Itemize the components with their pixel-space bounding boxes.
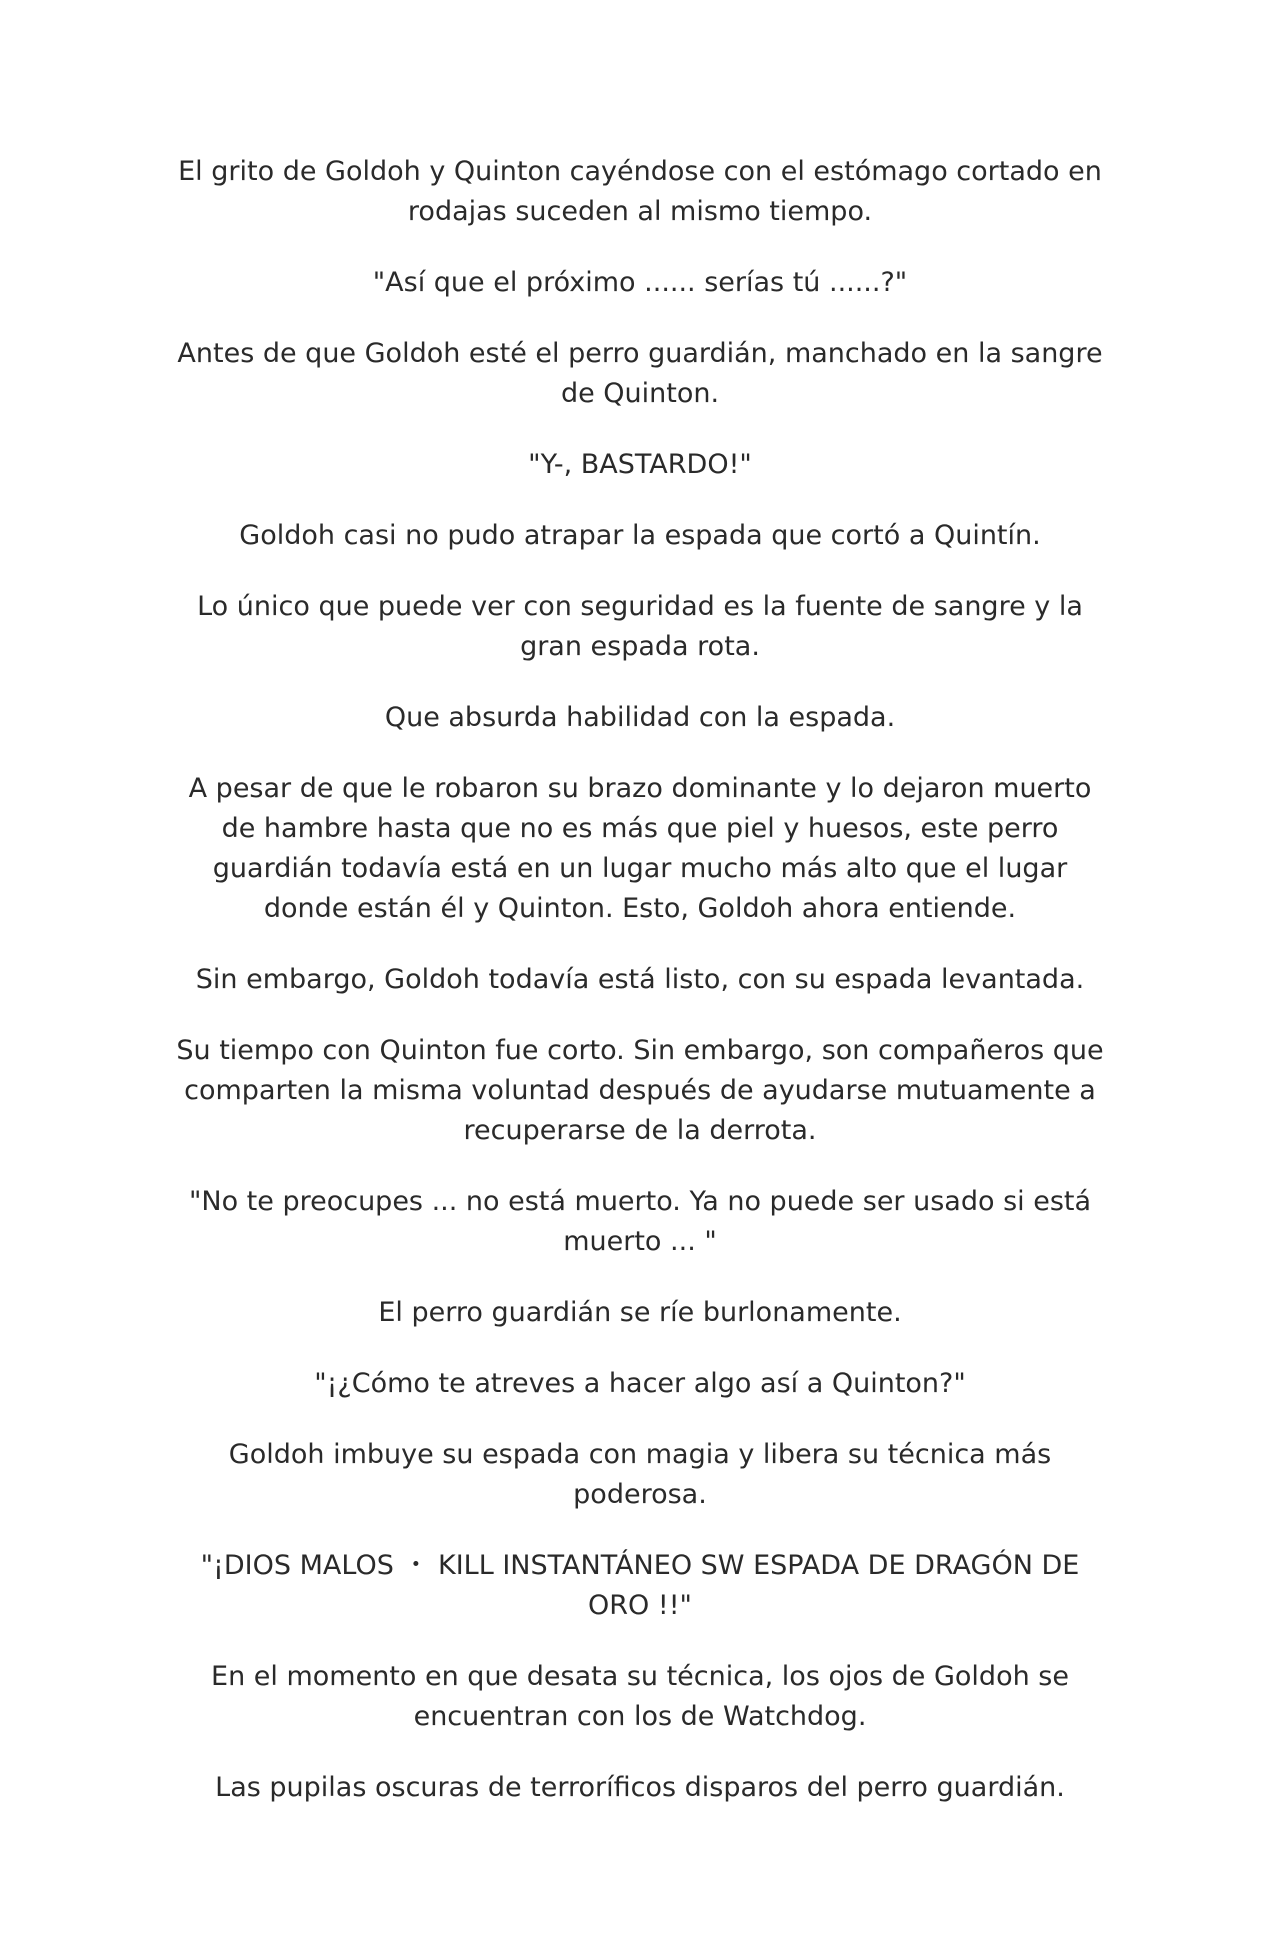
paragraph: Sin embargo, Goldoh todavía está listo, con su espada levantada. <box>195 964 1085 995</box>
paragraph: "Así que el próximo ...... serías tú ......?" <box>372 267 908 298</box>
paragraph: Las pupilas oscuras de terroríficos disparos del perro guardián. <box>215 1772 1065 1803</box>
paragraph: Lo único que puede ver con seguridad es la fuente de sangre y la gran espada rota. <box>197 591 1083 662</box>
paragraph: Su tiempo con Quinton fue corto. Sin embargo, son compañeros que comparten la misma voluntad después de ayudarse mutuamente a recuperarse de la derrota. <box>176 1035 1104 1146</box>
paragraph: Goldoh imbuye su espada con magia y libera su técnica más poderosa. <box>228 1439 1052 1510</box>
document-body <box>170 152 1110 1808</box>
paragraph: Que absurda habilidad con la espada. <box>384 702 896 733</box>
paragraph: En el momento en que desata su técnica, los ojos de Goldoh se encuentran con los de Watchdog. <box>211 1661 1069 1732</box>
paragraph: "Y-, BASTARDO!" <box>528 449 752 480</box>
paragraph: Antes de que Goldoh esté el perro guardián, manchado en la sangre de Quinton. <box>177 338 1103 409</box>
paragraph: Goldoh casi no pudo atrapar la espada que cortó a Quintín. <box>239 520 1041 551</box>
paragraph: El perro guardián se ríe burlonamente. <box>378 1297 902 1328</box>
paragraph: "¡¿Cómo te atreves a hacer algo así a Quinton?" <box>314 1368 966 1399</box>
paragraph: A pesar de que le robaron su brazo dominante y lo dejaron muerto de hambre hasta que no es más que piel y huesos, este perro guardián todavía está en un lugar mucho más alto que el lugar donde están él y Quinton. Esto, Goldoh ahora entiende. <box>188 773 1092 924</box>
paragraph: "No te preocupes ... no está muerto. Ya no puede ser usado si está muerto ... " <box>188 1186 1092 1257</box>
paragraph: "¡DIOS MALOS ・ KILL INSTANTÁNEO SW ESPADA DE DRAGÓN DE ORO !!" <box>200 1550 1080 1621</box>
paragraph: El grito de Goldoh y Quinton cayéndose con el estómago cortado en rodajas suceden al mismo tiempo. <box>178 156 1102 227</box>
